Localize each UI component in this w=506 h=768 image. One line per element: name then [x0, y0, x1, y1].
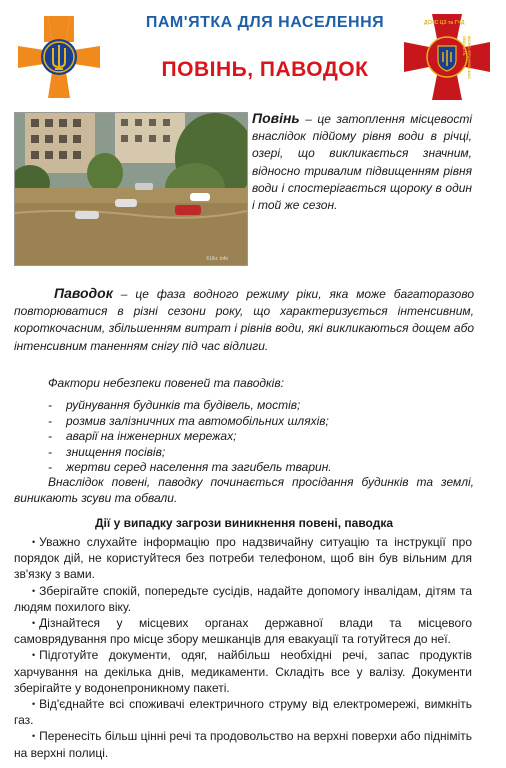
definition-freshet-text: – це фаза водного режиму ріки, яка може багаторазово повторюватися в різні сезони року, що характеризується інтенсивним, короткочасним, збільшенням витрат і рівнів води, які викликаються дощем або інтенсивним таненням снігу під час відлиги. — [14, 287, 474, 353]
bullet-icon: • — [32, 699, 36, 710]
action-text: Зберігайте спокій, попередьте сусідів, надайте допомогу інвалідам, дітям та людям похилого віку. — [14, 583, 472, 614]
factors-heading: Фактори небезпеки повеней та паводків: — [48, 376, 284, 390]
page-title: ПАМ'ЯТКА ДЛЯ НАСЕЛЕННЯ — [145, 14, 385, 31]
emblem-side-text: ІВАНО-ФРАНКІВСЬКА ОБЛАСТЬ — [462, 36, 472, 79]
page-subtitle: ПОВІНЬ, ПАВОДОК — [161, 58, 369, 81]
list-item — [14, 728, 472, 760]
action-text: Від'єднайте всі споживачі електричного струму від електромережі, вимкніть газ. — [14, 697, 472, 728]
term-freshet: Паводок — [54, 285, 113, 301]
factors-list — [48, 398, 478, 476]
dsns-emblem-right — [402, 12, 492, 102]
definition-flood — [252, 110, 472, 214]
list-item — [14, 534, 472, 583]
definition-flood-text: – це затоплення місцевості внаслідок підйому рівня води в річці, озері, що викликається значним, відносно тривалим підвищенням рівня води і спостерігається щороку в один і той же сезон. — [252, 112, 472, 213]
action-text: Перенесіть більш цінні речі та продовольство на верхні поверхи або підніміть на верхні полиці. — [14, 729, 472, 760]
list-item: - жертви серед населення та загибель тварин. — [48, 460, 478, 476]
action-text: Підготуйте документи, одяг, найбільш необхідні речі, запас продуктів харчування на декілька днів, медикаменти. Складіть все у валізу. Документи зберігайте у водонепроникному пакеті. — [14, 648, 472, 695]
dsns-emblem-left — [14, 12, 104, 102]
bullet-icon: • — [32, 650, 36, 661]
list-item: - аварії на інженерних мережах; — [48, 429, 478, 445]
flood-photo — [14, 112, 248, 266]
list-item: - знищення посівів; — [48, 445, 478, 461]
list-item — [14, 647, 472, 696]
consequence-text: Внаслідок повені, паводку починається просідання будинків та землі, виникають зсуви та обвали. — [14, 475, 474, 505]
bullet-icon: • — [32, 618, 36, 629]
photo-credit: ©Ukr. info — [206, 256, 229, 262]
list-item: - розмив залізничних та автомобільних шляхів; — [48, 414, 478, 430]
bullet-icon: • — [32, 731, 36, 742]
bullet-icon: • — [32, 537, 36, 547]
orange-cross-icon — [14, 12, 104, 102]
action-text: Дізнайтеся у місцевих органах державної влади та місцевого самоврядування про місце збору мешканців для евакуації та готуйтеся до неї. — [14, 616, 472, 647]
term-flood: Повінь — [252, 110, 300, 126]
actions-list — [14, 534, 472, 761]
emblem-top-text: ДСНС ЦЗ та ГЧД — [424, 20, 465, 26]
action-text: Уважно слухайте інформацію про надзвичайну ситуацію та інструкції про порядок дій, не користуйтеся без потреби телефоном, щоб він був вільним для зв'язку з вами. — [14, 535, 472, 582]
list-item: - руйнування будинків та будівель, мостів; — [48, 398, 478, 414]
list-item — [14, 583, 472, 615]
list-item — [14, 615, 472, 647]
bullet-icon: • — [32, 585, 36, 596]
actions-title: Дії у випадку загрози виникнення повені, паводка — [94, 516, 394, 530]
definition-freshet — [14, 285, 474, 355]
list-item — [14, 696, 472, 728]
